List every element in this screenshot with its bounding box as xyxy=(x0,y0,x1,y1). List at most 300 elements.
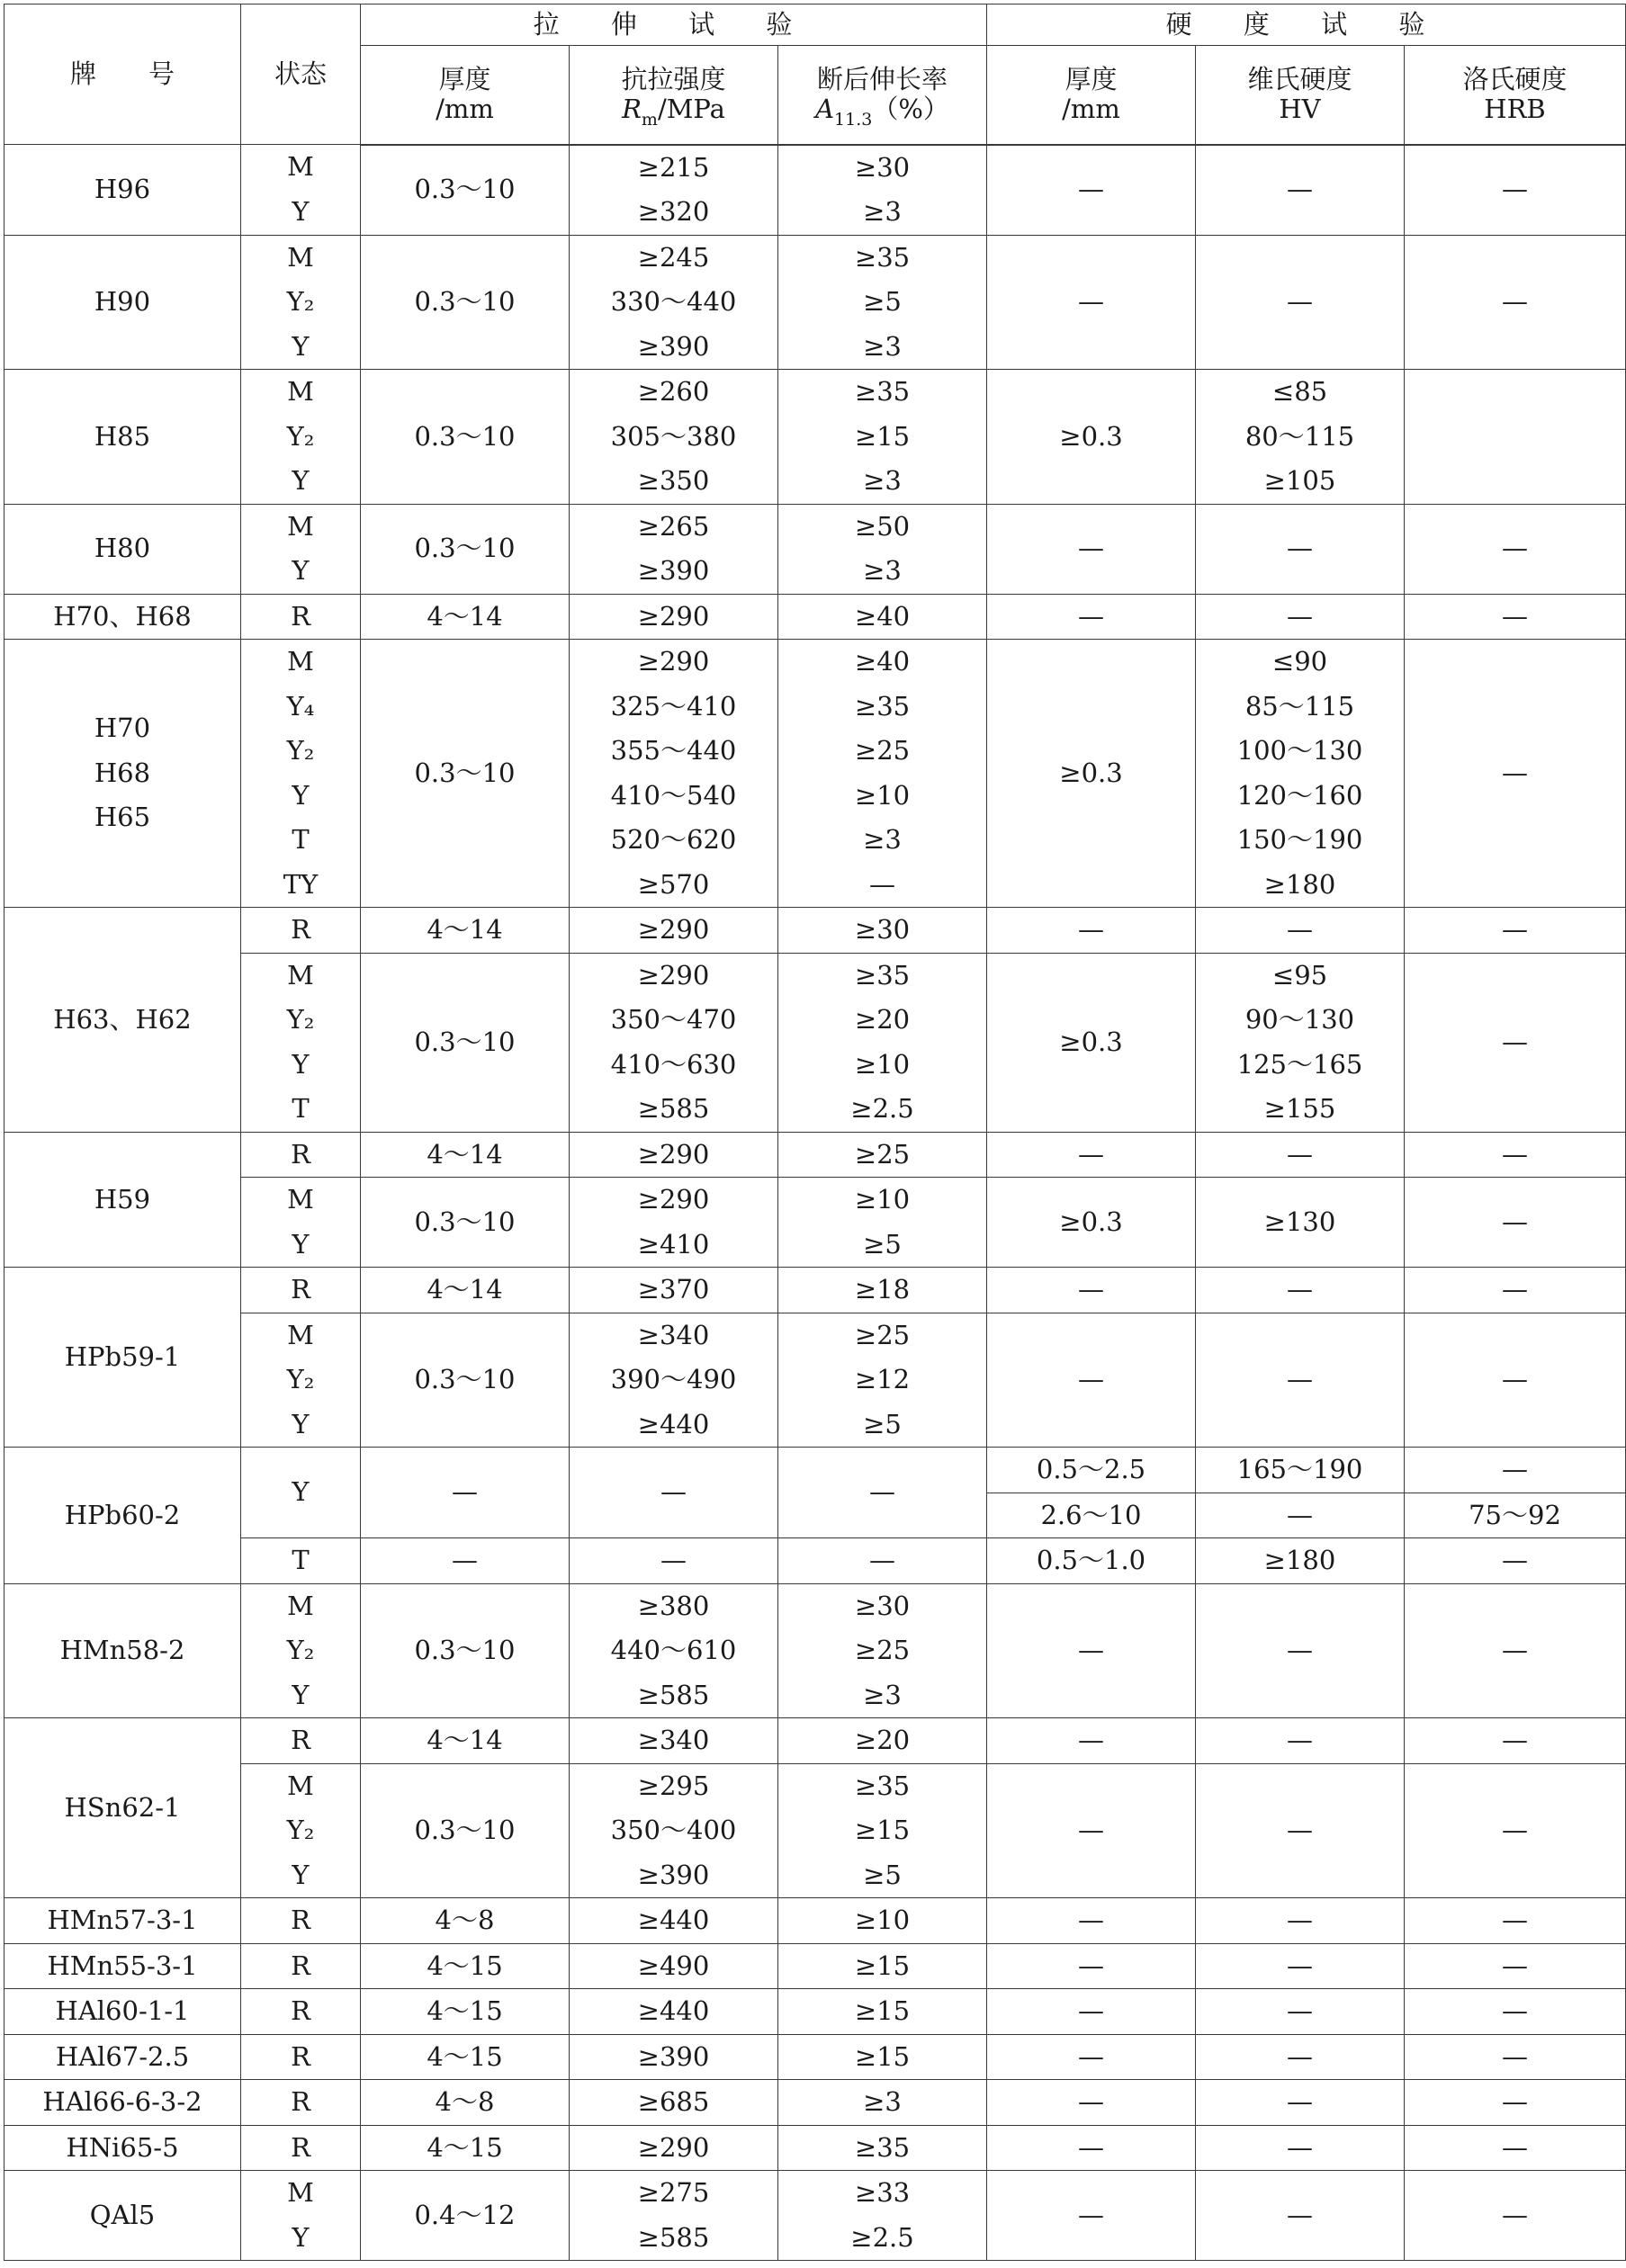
elongation-cell-line: ≥25 xyxy=(854,1138,911,1170)
grade-cell: HAl67-2.5 xyxy=(4,2034,241,2080)
vickers-cell-line: — xyxy=(1287,914,1313,945)
rockwell-cell: — xyxy=(1405,1538,1626,1584)
thickness-cell: 0.3～10 xyxy=(361,953,570,1132)
elongation-cell-line: ≥12 xyxy=(854,1364,911,1394)
vickers-cell-line: — xyxy=(1287,2086,1313,2117)
vickers-cell xyxy=(1196,640,1405,908)
state-cell-line: R xyxy=(291,1138,310,1170)
strength-cell-line: ≥390 xyxy=(637,1859,710,1890)
strength-cell: — xyxy=(570,1538,778,1584)
strength-cell-line: 325～410 xyxy=(610,690,737,722)
strength-cell-line: ≥685 xyxy=(637,2086,710,2117)
vickers-cell-line: ≥130 xyxy=(1263,1206,1336,1237)
hardness-thickness-cell: — xyxy=(987,594,1196,640)
elongation-cell-line: ≥5 xyxy=(863,286,902,317)
vickers-cell-line: — xyxy=(1287,174,1313,205)
elongation-cell xyxy=(778,1178,987,1268)
elongation-cell xyxy=(778,2034,987,2080)
rockwell-cell: — xyxy=(1405,145,1626,236)
strength-cell: — xyxy=(570,1448,778,1538)
strength-cell-line: ≥440 xyxy=(637,1995,710,2026)
grade-cell: HAl60-1-1 xyxy=(4,1989,241,2035)
state-cell-line: T xyxy=(292,824,310,855)
grade-cell: H70、H68 xyxy=(4,594,241,640)
table-row xyxy=(4,504,1626,594)
elongation-cell-line: ≥5 xyxy=(863,1859,902,1890)
state-cell-line: Y xyxy=(292,555,310,586)
rockwell-cell: — xyxy=(1405,1313,1626,1448)
state-cell xyxy=(241,2171,361,2261)
strength-cell-line: ≥390 xyxy=(637,330,710,362)
elongation-cell xyxy=(778,504,987,594)
vickers-cell xyxy=(1196,2125,1405,2171)
strength-cell xyxy=(570,504,778,594)
state-cell xyxy=(241,1763,361,1898)
grade-cell: H63、H62 xyxy=(4,908,241,1133)
state-cell-line: R xyxy=(291,1950,310,1981)
elongation-cell-line: ≥2.5 xyxy=(850,1093,914,1124)
state-cell xyxy=(241,1268,361,1313)
table-row xyxy=(4,1583,1626,1718)
strength-cell-line: ≥340 xyxy=(637,1725,710,1755)
thickness-cell: — xyxy=(361,1538,570,1584)
state-cell-line: R xyxy=(291,2131,310,2163)
elongation-cell xyxy=(778,2171,987,2261)
strength-cell xyxy=(570,1763,778,1898)
state-cell xyxy=(241,370,361,505)
thickness-cell: 0.3～10 xyxy=(361,640,570,908)
thickness-cell: 4～14 xyxy=(361,1132,570,1178)
state-cell-line: M xyxy=(287,1590,314,1621)
state-cell xyxy=(241,1313,361,1448)
state-cell-line: M xyxy=(287,646,314,677)
state-cell: T xyxy=(241,1538,361,1584)
elongation-cell-line: ≥30 xyxy=(854,151,911,183)
state-cell xyxy=(241,640,361,908)
thickness-cell: 0.3～10 xyxy=(361,1313,570,1448)
state-cell-line: Y₂ xyxy=(286,420,315,452)
strength-cell xyxy=(570,1313,778,1448)
strength-cell xyxy=(570,1268,778,1313)
strength-cell xyxy=(570,1943,778,1989)
header-tensile-thickness: 厚度 /mm xyxy=(361,46,570,145)
elongation-cell-line: ≥3 xyxy=(863,196,902,227)
rockwell-cell: — xyxy=(1405,1448,1626,1493)
strength-cell xyxy=(570,145,778,236)
state-cell-line: R xyxy=(291,2086,310,2117)
thickness-cell: 0.3～10 xyxy=(361,1763,570,1898)
rockwell-cell: — xyxy=(1405,594,1626,640)
elongation-cell: — xyxy=(778,1448,987,1538)
state-cell-line: Y₂ xyxy=(286,1004,315,1035)
state-cell xyxy=(241,235,361,370)
state-cell xyxy=(241,1132,361,1178)
elongation-cell xyxy=(778,1132,987,1178)
vickers-cell-line: — xyxy=(1287,1815,1313,1845)
strength-cell xyxy=(570,594,778,640)
state-cell xyxy=(241,953,361,1132)
mechanical-properties-table xyxy=(4,4,1626,2261)
elongation-cell-line: ≥10 xyxy=(854,779,911,811)
state-cell-line: Y xyxy=(292,1228,310,1260)
rockwell-cell: — xyxy=(1405,908,1626,954)
thickness-cell: 0.4～12 xyxy=(361,2171,570,2261)
elongation-cell xyxy=(778,1989,987,2035)
table-row xyxy=(4,1898,1626,1944)
elongation-cell: — xyxy=(778,1538,987,1584)
table-row xyxy=(4,2034,1626,2080)
hardness-thickness-cell: ≥0.3 xyxy=(987,1178,1196,1268)
grade-cell: HSn62-1 xyxy=(4,1718,241,1898)
elongation-cell-line: ≥15 xyxy=(854,2040,911,2072)
vickers-cell-line: ≥155 xyxy=(1263,1093,1336,1124)
table-row xyxy=(4,1313,1626,1448)
thickness-cell: — xyxy=(361,1448,570,1538)
vickers-cell: — xyxy=(1196,1493,1405,1538)
hardness-thickness-cell: ≥0.3 xyxy=(987,953,1196,1132)
elongation-cell-line: ≥5 xyxy=(863,1228,902,1260)
strength-cell-line: ≥440 xyxy=(637,1408,710,1439)
header-rockwell-hardness: 洛氏硬度 HRB xyxy=(1405,46,1626,145)
state-cell xyxy=(241,2034,361,2080)
vickers-cell xyxy=(1196,1313,1405,1448)
vickers-cell xyxy=(1196,2171,1405,2261)
rockwell-cell: 75～92 xyxy=(1405,1493,1626,1538)
table-row xyxy=(4,1943,1626,1989)
hardness-thickness-cell: — xyxy=(987,1583,1196,1718)
rockwell-cell: — xyxy=(1405,2125,1626,2171)
strength-cell-line: ≥410 xyxy=(637,1228,710,1260)
state-cell-line: R xyxy=(291,1905,310,1935)
strength-cell-line: ≥585 xyxy=(637,1679,710,1710)
header-elongation: 断后伸长率 $A_{11.3}(\%)$ xyxy=(778,46,987,145)
elongation-cell xyxy=(778,640,987,908)
strength-cell-line: ≥585 xyxy=(637,2221,710,2253)
state-cell-line: Y xyxy=(292,1679,310,1710)
state-cell-line: Y₂ xyxy=(286,286,315,317)
thickness-cell: 0.3～10 xyxy=(361,1583,570,1718)
table-body xyxy=(4,145,1626,2261)
vickers-cell xyxy=(1196,908,1405,954)
thickness-cell: 4～15 xyxy=(361,1943,570,1989)
table-row xyxy=(4,2171,1626,2261)
thickness-cell: 4～8 xyxy=(361,2080,570,2126)
rockwell-cell: — xyxy=(1405,640,1626,908)
thickness-cell: 4～8 xyxy=(361,1898,570,1944)
elongation-cell-line: ≥35 xyxy=(854,690,911,722)
strength-cell-line: ≥390 xyxy=(637,2040,710,2072)
hardness-thickness-cell: ≥0.3 xyxy=(987,640,1196,908)
hardness-thickness-cell: — xyxy=(987,1989,1196,2035)
state-cell-line: Y₂ xyxy=(286,1815,315,1845)
elongation-cell xyxy=(778,908,987,954)
strength-cell-line: ≥340 xyxy=(637,1319,710,1350)
elongation-cell-line: ≥5 xyxy=(863,1408,902,1439)
header-hardness-test: 硬 度 试 验 xyxy=(987,4,1626,46)
grade-cell: HMn57-3-1 xyxy=(4,1898,241,1944)
vickers-cell-line: 100～130 xyxy=(1236,735,1363,766)
grade-cell: HMn55-3-1 xyxy=(4,1943,241,1989)
elongation-cell-line: ≥15 xyxy=(854,1950,911,1981)
strength-cell-line: ≥245 xyxy=(637,241,710,273)
state-cell: Y xyxy=(241,1448,361,1538)
state-cell-line: Y₂ xyxy=(286,735,315,766)
elongation-cell-line: ≥3 xyxy=(863,555,902,586)
hardness-thickness-cell: 0.5～2.5 xyxy=(987,1448,1196,1493)
state-cell-line: M xyxy=(287,151,314,183)
elongation-cell xyxy=(778,2125,987,2171)
elongation-cell-line: ≥35 xyxy=(854,376,911,407)
elongation-cell-line: ≥3 xyxy=(863,2086,902,2117)
hardness-thickness-cell: — xyxy=(987,235,1196,370)
vickers-cell-line: — xyxy=(1287,1950,1313,1981)
vickers-cell-line: 125～165 xyxy=(1236,1048,1363,1080)
vickers-cell xyxy=(1196,1268,1405,1313)
state-cell-line: M xyxy=(287,1319,314,1350)
vickers-cell-line: — xyxy=(1287,2040,1313,2072)
vickers-cell xyxy=(1196,953,1405,1132)
strength-cell xyxy=(570,1718,778,1764)
strength-cell-line: ≥215 xyxy=(637,151,710,183)
rockwell-cell: — xyxy=(1405,2171,1626,2261)
vickers-cell xyxy=(1196,594,1405,640)
table-row xyxy=(4,1178,1626,1268)
state-cell xyxy=(241,145,361,236)
strength-cell xyxy=(570,640,778,908)
state-cell-line: R xyxy=(291,1274,310,1304)
state-cell-line: TY xyxy=(283,868,319,900)
strength-cell-line: 410～630 xyxy=(610,1048,737,1080)
strength-cell-line: ≥290 xyxy=(637,914,710,945)
elongation-cell-line: ≥3 xyxy=(863,330,902,362)
elongation-cell-line: ≥50 xyxy=(854,510,911,542)
state-cell xyxy=(241,1718,361,1764)
hardness-thickness-cell: — xyxy=(987,1268,1196,1313)
thickness-cell: 4～14 xyxy=(361,594,570,640)
elongation-cell-line: ≥40 xyxy=(854,646,911,677)
vickers-cell-line: — xyxy=(1287,2131,1313,2163)
strength-cell xyxy=(570,2125,778,2171)
vickers-cell-line: — xyxy=(1287,1138,1313,1170)
strength-cell xyxy=(570,1178,778,1268)
rockwell-cell: — xyxy=(1405,1898,1626,1944)
hardness-thickness-cell: — xyxy=(987,1132,1196,1178)
rockwell-cell: — xyxy=(1405,1132,1626,1178)
vickers-cell xyxy=(1196,2080,1405,2126)
elongation-cell xyxy=(778,1268,987,1313)
elongation-cell-line: ≥15 xyxy=(854,1815,911,1845)
grade-cell: HPb60-2 xyxy=(4,1448,241,1584)
rockwell-cell: — xyxy=(1405,1178,1626,1268)
strength-cell-line: ≥390 xyxy=(637,555,710,586)
elongation-cell xyxy=(778,1583,987,1718)
header-grade: 牌 号 xyxy=(4,4,241,145)
state-cell-line: R xyxy=(291,600,310,632)
state-cell xyxy=(241,594,361,640)
strength-cell xyxy=(570,1989,778,2035)
vickers-cell-line: ≤85 xyxy=(1271,376,1328,407)
hardness-thickness-cell: — xyxy=(987,1943,1196,1989)
state-cell xyxy=(241,2080,361,2126)
state-cell-line: M xyxy=(287,241,314,273)
vickers-cell xyxy=(1196,504,1405,594)
vickers-cell-line: ≥180 xyxy=(1263,868,1336,900)
strength-cell-line: ≥295 xyxy=(637,1770,710,1801)
vickers-cell-line: — xyxy=(1287,1274,1313,1304)
header-vickers-hardness: 维氏硬度 HV xyxy=(1196,46,1405,145)
state-cell xyxy=(241,2125,361,2171)
strength-cell-line: ≥370 xyxy=(637,1274,710,1304)
table-row xyxy=(4,1718,1626,1764)
strength-cell-line: ≥265 xyxy=(637,510,710,542)
table-row xyxy=(4,953,1626,1132)
table-row xyxy=(4,1132,1626,1178)
hardness-thickness-cell: — xyxy=(987,2034,1196,2080)
vickers-cell-line: — xyxy=(1287,1995,1313,2026)
state-cell-line: Y xyxy=(292,465,310,496)
elongation-cell-line: ≥35 xyxy=(854,241,911,273)
vickers-cell xyxy=(1196,2034,1405,2080)
state-cell-line: Y₄ xyxy=(286,690,315,722)
table-row xyxy=(4,908,1626,954)
table-row xyxy=(4,370,1626,505)
header-state: 状态 xyxy=(241,4,361,145)
table-row xyxy=(4,2125,1626,2171)
grade-cell: H70 H68 H65 xyxy=(4,640,241,908)
state-cell-line: Y xyxy=(292,1408,310,1439)
grade-cell: HAl66-6-3-2 xyxy=(4,2080,241,2126)
state-cell xyxy=(241,1898,361,1944)
strength-cell xyxy=(570,370,778,505)
state-cell-line: Y xyxy=(292,195,310,227)
thickness-cell: 4～14 xyxy=(361,1268,570,1313)
grade-cell: H80 xyxy=(4,504,241,594)
vickers-cell xyxy=(1196,370,1405,505)
thickness-cell: 0.3～10 xyxy=(361,504,570,594)
strength-cell xyxy=(570,1132,778,1178)
grade-cell: HMn58-2 xyxy=(4,1583,241,1718)
strength-cell xyxy=(570,908,778,954)
table-row xyxy=(4,1538,1626,1584)
thickness-cell: 4～15 xyxy=(361,2034,570,2080)
vickers-cell xyxy=(1196,235,1405,370)
rockwell-cell: — xyxy=(1405,1583,1626,1718)
elongation-cell-line: — xyxy=(869,868,895,900)
strength-cell-line: 355～440 xyxy=(610,735,737,766)
vickers-cell-line: ≤95 xyxy=(1271,959,1328,991)
elongation-cell-line: ≥33 xyxy=(854,2177,911,2208)
strength-cell-line: 410～540 xyxy=(610,779,737,811)
state-cell xyxy=(241,1178,361,1268)
strength-cell-line: ≥350 xyxy=(637,465,710,496)
elongation-cell xyxy=(778,145,987,236)
state-cell-line: M xyxy=(287,1770,314,1801)
elongation-cell xyxy=(778,1763,987,1898)
strength-cell-line: ≥290 xyxy=(637,1138,710,1170)
rockwell-cell xyxy=(1405,370,1626,505)
hardness-thickness-cell: — xyxy=(987,1898,1196,1944)
elongation-cell-line: ≥35 xyxy=(854,2131,911,2163)
hardness-thickness-cell: — xyxy=(987,908,1196,954)
elongation-cell-line: ≥15 xyxy=(854,420,911,452)
vickers-cell xyxy=(1196,1132,1405,1178)
elongation-cell-line: ≥30 xyxy=(854,1590,911,1621)
vickers-cell-line: — xyxy=(1287,533,1313,564)
elongation-cell-line: ≥30 xyxy=(854,914,911,945)
state-cell xyxy=(241,1989,361,2035)
elongation-cell-line: ≥3 xyxy=(863,824,902,855)
elongation-cell-line: ≥35 xyxy=(854,959,911,991)
grade-cell: H96 xyxy=(4,145,241,236)
rockwell-cell: — xyxy=(1405,2034,1626,2080)
vickers-cell xyxy=(1196,1763,1405,1898)
grade-cell: HPb59-1 xyxy=(4,1268,241,1448)
hardness-thickness-cell: — xyxy=(987,2171,1196,2261)
vickers-cell xyxy=(1196,1178,1405,1268)
elongation-cell xyxy=(778,2080,987,2126)
vickers-cell-line: — xyxy=(1287,2199,1313,2230)
elongation-cell-line: ≥18 xyxy=(854,1274,911,1304)
state-cell-line: R xyxy=(291,2040,310,2072)
elongation-cell xyxy=(778,1313,987,1448)
elongation-cell xyxy=(778,953,987,1132)
elongation-cell-line: ≥10 xyxy=(854,1184,911,1215)
state-cell-line: T xyxy=(292,1093,310,1124)
vickers-cell xyxy=(1196,1898,1405,1944)
grade-cell: H85 xyxy=(4,370,241,505)
state-cell-line: Y xyxy=(292,330,310,362)
header-tensile-test: 拉 伸 试 验 xyxy=(361,4,987,46)
state-cell-line: R xyxy=(291,914,310,945)
vickers-cell xyxy=(1196,1718,1405,1764)
vickers-cell-line: — xyxy=(1287,1364,1313,1394)
strength-cell-line: 330～440 xyxy=(610,286,737,317)
strength-cell-line: ≥570 xyxy=(637,868,710,900)
state-cell-line: Y xyxy=(292,2221,310,2253)
hardness-thickness-cell: — xyxy=(987,2080,1196,2126)
elongation-cell-line: ≥2.5 xyxy=(850,2221,914,2253)
state-cell-line: Y xyxy=(292,1859,310,1890)
table-row xyxy=(4,1448,1626,1493)
strength-cell xyxy=(570,1583,778,1718)
strength-cell-line: ≥320 xyxy=(637,196,710,227)
strength-cell-line: ≥380 xyxy=(637,1590,710,1621)
state-cell-line: M xyxy=(287,2177,314,2208)
elongation-cell xyxy=(778,235,987,370)
strength-cell-line: 520～620 xyxy=(610,824,737,855)
elongation-cell-line: ≥25 xyxy=(854,1635,911,1665)
elongation-cell-line: ≥40 xyxy=(854,600,911,632)
vickers-cell-line: 120～160 xyxy=(1236,779,1363,811)
vickers-cell-line: 80～115 xyxy=(1244,420,1355,452)
strength-cell-line: ≥260 xyxy=(637,376,710,407)
grade-cell: H59 xyxy=(4,1132,241,1268)
vickers-cell-line: — xyxy=(1287,286,1313,317)
thickness-cell: 4～14 xyxy=(361,908,570,954)
strength-cell-line: ≥585 xyxy=(637,1093,710,1124)
vickers-cell-line: 85～115 xyxy=(1244,690,1355,722)
vickers-cell xyxy=(1196,1943,1405,1989)
table-row xyxy=(4,2080,1626,2126)
elongation-cell-line: ≥25 xyxy=(854,735,911,766)
vickers-cell-line: 150～190 xyxy=(1236,824,1363,855)
table-row xyxy=(4,640,1626,908)
vickers-cell-line: — xyxy=(1287,1725,1313,1755)
hardness-thickness-cell: — xyxy=(987,504,1196,594)
rockwell-cell: — xyxy=(1405,1718,1626,1764)
state-cell-line: M xyxy=(287,376,314,407)
thickness-cell: 0.3～10 xyxy=(361,145,570,236)
